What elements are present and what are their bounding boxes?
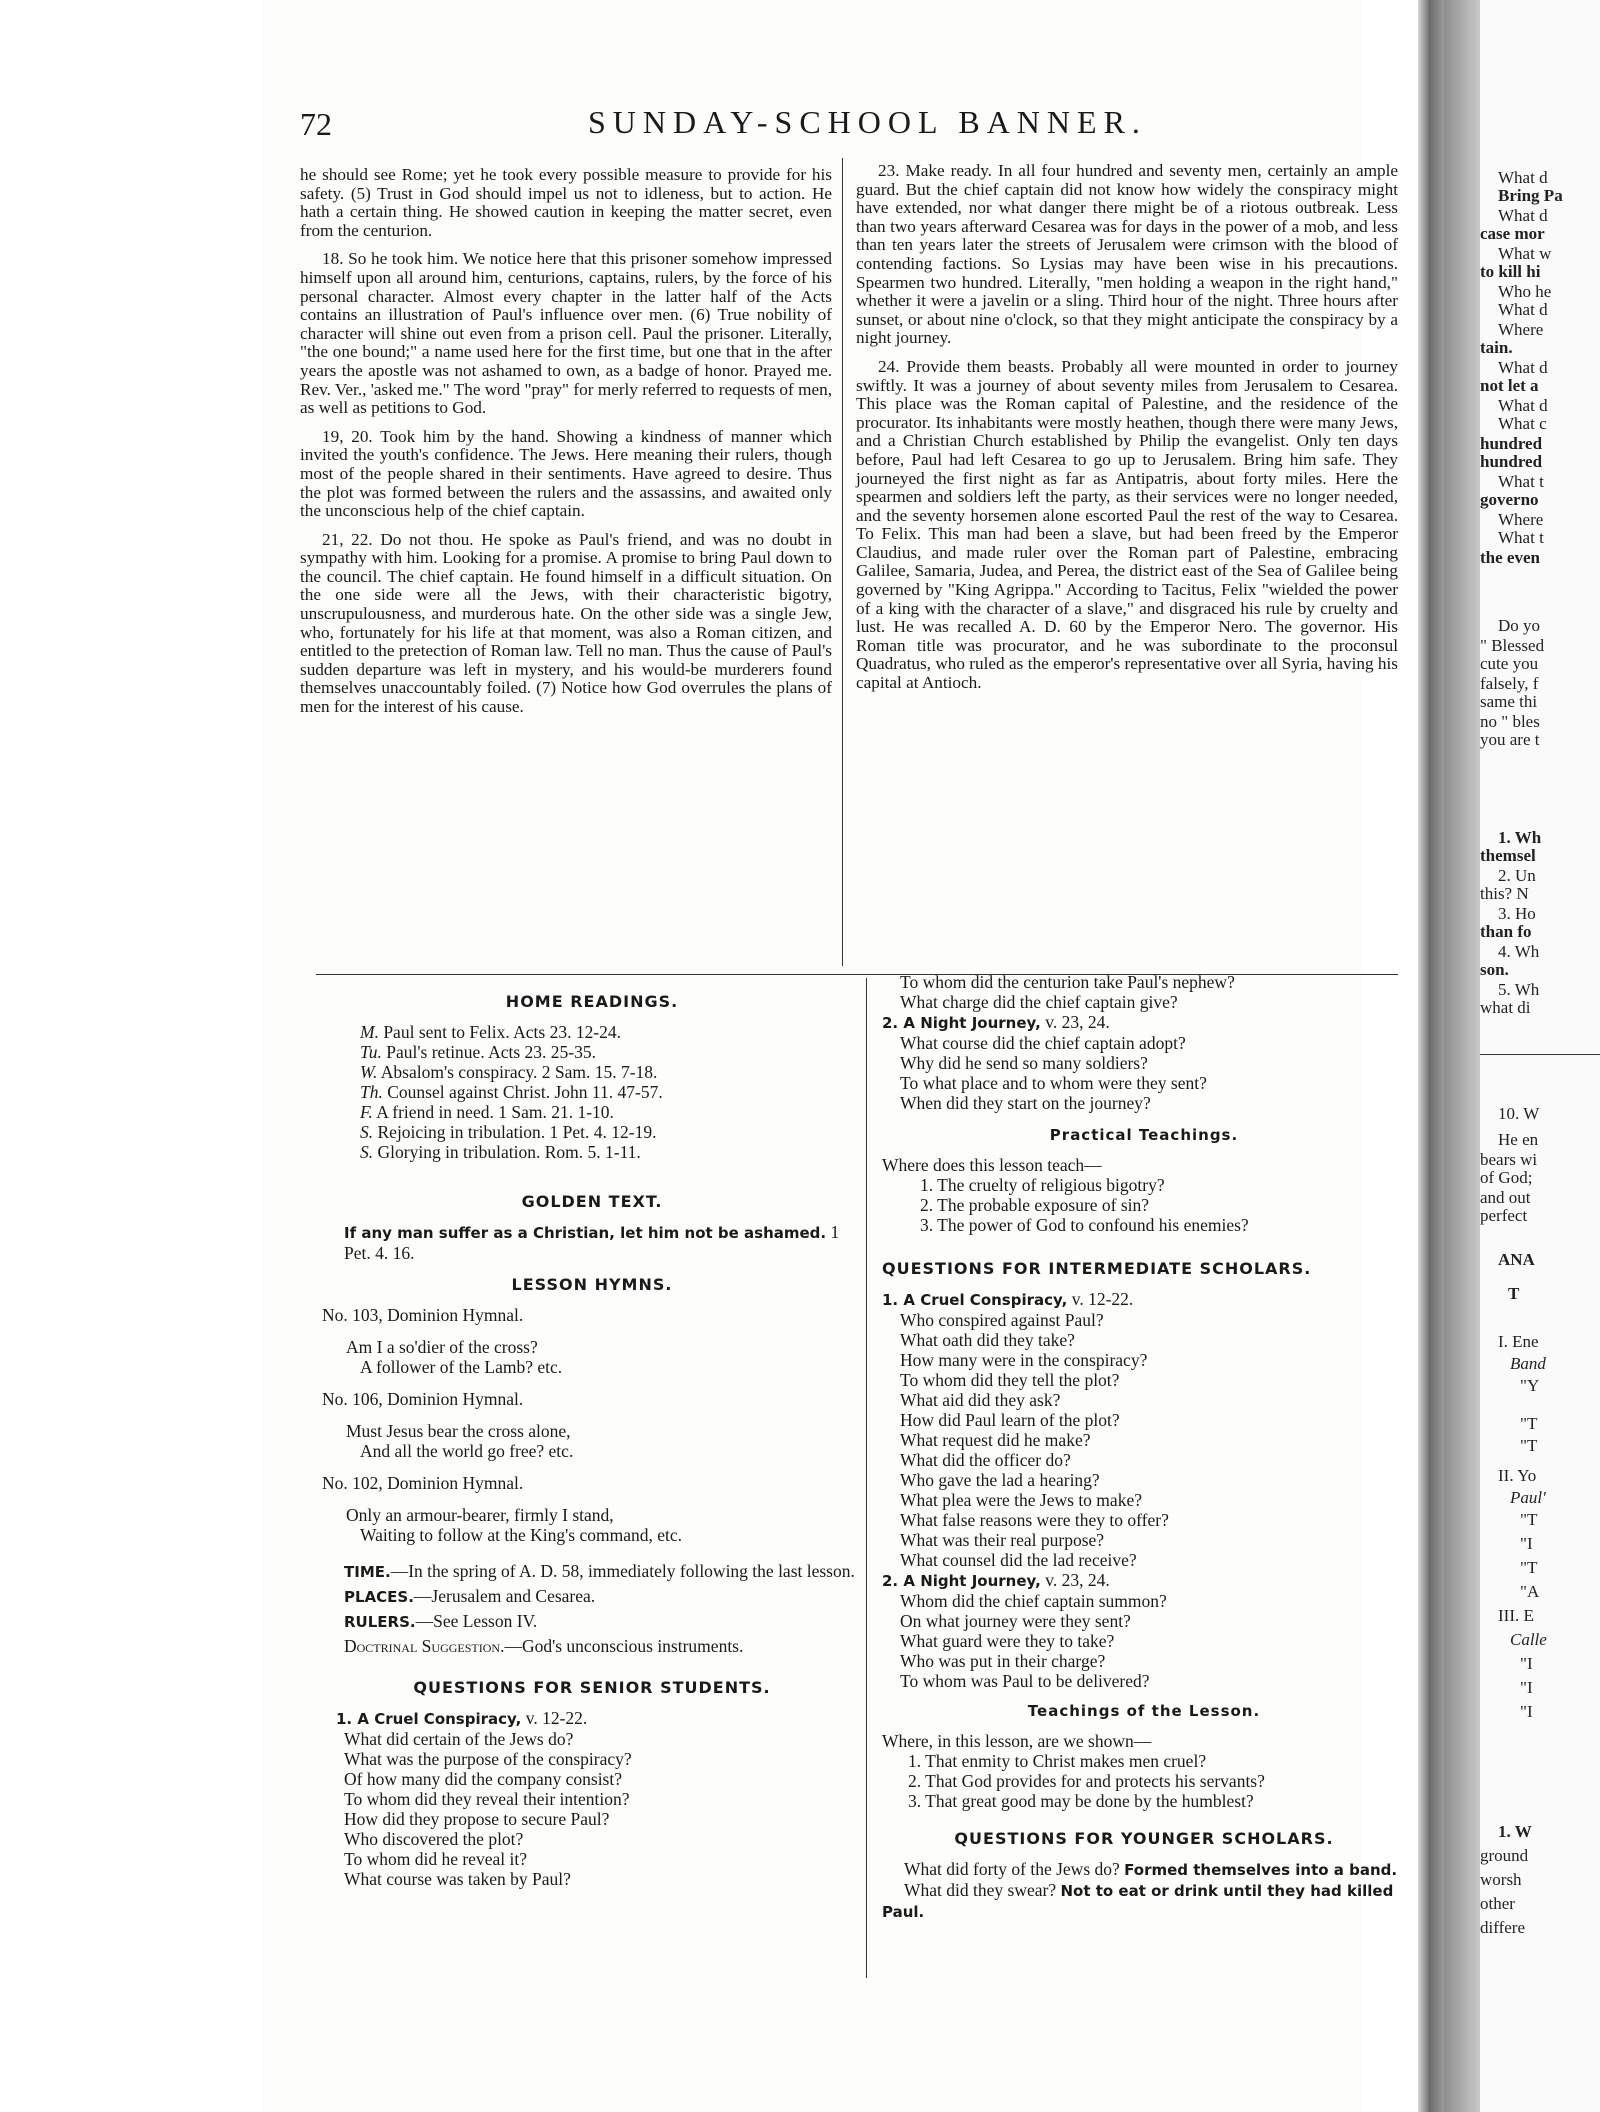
question: What plea were the Jews to make?	[900, 1490, 1142, 1510]
question: How many were in the conspiracy?	[900, 1350, 1148, 1370]
senior-heading: QUESTIONS FOR SENIOR STUDENTS.	[413, 1678, 771, 1697]
younger-heading: QUESTIONS FOR YOUNGER SCHOLARS.	[954, 1829, 1334, 1848]
question: Why did he send so many soldiers?	[900, 1053, 1148, 1073]
question: To whom did they tell the plot?	[900, 1370, 1120, 1390]
list-item: Tu. Paul's retinue. Acts 23. 25-35.	[360, 1042, 597, 1062]
question: What false reasons were they to offer?	[900, 1510, 1169, 1530]
senior-part2-list	[882, 1033, 1406, 1113]
golden-text: If any man suffer as a Christian, let him not be ashamed. 1 Pet. 4. 16.	[344, 1222, 840, 1263]
intermediate-part2-title: 2. A Night Journey, v. 23, 24.	[882, 1570, 1110, 1590]
page-title: SUNDAY-SCHOOL BANNER.	[588, 104, 1147, 140]
hymn: No. 103, Dominion Hymnal. Am I a so'dier of the cross? A follower of the Lamb? etc.	[322, 1305, 563, 1377]
commentary-paragraph: 19, 20. Took him by the hand. Showing a kindness of manner which invited the youth's confidence. The Jews. Here meaning their rulers, though most of the people shared in their sentiments. Have agreed to desire. Thus the plot was formed between the rulers and the assassins, and awaited only the unconscious help of the chief captain.	[300, 426, 832, 521]
commentary-paragraph: 23. Make ready. In all four hundred and seventy men, certainly an ample guard. But the chief captain did not know how widely the conspiracy might have extended, nor what danger there might be of a riotous outbreak. Less than two years afterward Cesarea was for days in the power of a mob, and less than ten years later the streets of Jerusalem were crimson with the blood of contending factions. So Lysias may have been wise in his precautions. Spearmen two hundred. Literally, "men holding a weapon in the right hand," whether it were a javelin or a sling. Third hour of the night. Three hours after sunset, or about nine o'clock, so that they might anticipate the conspiracy by a night journey.	[856, 161, 1398, 348]
question: What was the purpose of the conspiracy?	[344, 1749, 632, 1769]
question: To whom was Paul to be delivered?	[900, 1671, 1150, 1691]
time-note: TIME.—In the spring of A. D. 58, immediately following the last lesson.	[344, 1561, 855, 1581]
question: Who was put in their charge?	[900, 1651, 1106, 1671]
page-header	[300, 96, 1390, 156]
question: When did they start on the journey?	[900, 1093, 1151, 1113]
commentary-paragraph: 21, 22. Do not thou. He spoke as Paul's friend, and was no doubt in sympathy with him. Looking for a promise. A promise to bring Paul down to the council. The chief captain. He found himself in a difficult situation. On the one side were all the Jews, with their characteristic bigotry, unscrupulousness, and murderous hate. On the other side was a single Jew, who, fortunately for his life at that moment, was also a Roman citizen, and entitled to the pretection of Roman law. Tell no man. Thus the cause of Paul's sudden departure was left in mystery, and his would-be murderers found themselves unaccountably foiled. (7) Notice how God overrules the plans of men for the interest of his cause.	[300, 529, 832, 717]
lower-left-column	[322, 986, 862, 1889]
column-divider-lower	[866, 978, 867, 1978]
teachings-list	[882, 1751, 1406, 1811]
list-item: Th. Counsel against Christ. John 11. 47-57.	[360, 1082, 663, 1102]
teachings-heading: Teachings of the Lesson.	[1027, 1702, 1261, 1720]
intermediate-part1-title: 1. A Cruel Conspiracy, v. 12-22.	[882, 1289, 1134, 1309]
question: What request did he make?	[900, 1430, 1091, 1450]
senior-question-list	[322, 1729, 862, 1889]
teachings-intro: Where, in this lesson, are we shown—	[882, 1731, 1152, 1751]
places-note: PLACES.—Jerusalem and Cesarea.	[344, 1586, 596, 1606]
facing-page: What d Bring Pa What d case mor What w to kill hi Who he What d Where tain. What d not let a What d What c hundred hundred What t governo Where What t the even Do yo " Blessed cute you falsely, f same thi no " bles you are t 1. Wh themsel 2. Un this? N 3. Ho than fo 4. Wh son. 5. Wh what di 10. W He en bears wi of God; and out perfect ANA T I. Ene Band "Y "T "T II. Yo Paul' "T "I "T "A III. E Calle "I "I "I 1. W ground worsh other differe	[1480, 0, 1600, 2112]
list-item: M. Paul sent to Felix. Acts 23. 12-24.	[360, 1022, 622, 1042]
facing-rule	[1480, 1054, 1600, 1055]
list-item: 3. That great good may be done by the humblest?	[908, 1791, 1254, 1811]
practical-heading: Practical Teachings.	[1049, 1126, 1239, 1144]
intermediate-heading: QUESTIONS FOR INTERMEDIATE SCHOLARS.	[882, 1259, 1312, 1278]
home-readings-heading: HOME READINGS.	[505, 992, 679, 1011]
question: What counsel did the lad receive?	[900, 1550, 1137, 1570]
senior-question-list-cont	[882, 972, 1406, 1012]
column-divider	[842, 158, 843, 966]
question: To whom did the centurion take Paul's nephew?	[900, 972, 1235, 992]
question: What did certain of the Jews do?	[344, 1729, 574, 1749]
list-item: 2. The probable exposure of sin?	[920, 1195, 1150, 1215]
question: What guard were they to take?	[900, 1631, 1115, 1651]
list-item: W. Absalom's conspiracy. 2 Sam. 15. 7-18.	[360, 1062, 658, 1082]
younger-qa: What did they swear? Not to eat or drink until they had killed Paul.	[882, 1880, 1394, 1921]
question: What course was taken by Paul?	[344, 1869, 571, 1889]
lesson-hymns-heading: LESSON HYMNS.	[511, 1275, 673, 1294]
commentary-paragraph: he should see Rome; yet he took every possible measure to provide for his safety. (5) Trust in God should impel us not to idleness, but to action. He hath a certain thing. He showed caution in keeping the matter secret, even from the centurion.	[300, 165, 832, 240]
rulers-note: RULERS.—See Lesson IV.	[344, 1611, 538, 1631]
question: To whom did he reveal it?	[344, 1849, 527, 1869]
question: To what place and to whom were they sent?	[900, 1073, 1207, 1093]
commentary-paragraph: 18. So he took him. We notice here that this prisoner somehow impressed himself upon all around him, centurions, captains, rulers, by the force of his personal character. Almost every chapter in the latter half of the Acts contains an illustration of Paul's influence over men. (6) True nobility of character will shine out even from a prison cell. Paul the prisoner. Literally, "the one bound;" a name used here for the first time, but one that in the after years the apostle was not ashamed to own, as a badge of honor. Prayed me. Rev. Ver., 'asked me." The word "pray" for merly referred to requests of men, as well as petitions to God.	[300, 249, 832, 418]
list-item: S. Rejoicing in tribulation. 1 Pet. 4. 12-19.	[360, 1122, 657, 1142]
practical-intro: Where does this lesson teach—	[882, 1155, 1102, 1175]
question: Whom did the chief captain summon?	[900, 1591, 1167, 1611]
younger-qa: What did forty of the Jews do? Formed themselves into a band.	[904, 1859, 1398, 1879]
question: Of how many did the company consist?	[344, 1769, 623, 1789]
book-gutter-shadow	[1418, 0, 1444, 2112]
question: To whom did they reveal their intention?	[344, 1789, 630, 1809]
question: How did they propose to secure Paul?	[344, 1809, 610, 1829]
book-gutter	[1444, 0, 1480, 2112]
senior-part2-title: 2. A Night Journey, v. 23, 24.	[882, 1012, 1110, 1032]
question: What charge did the chief captain give?	[900, 992, 1178, 1012]
question: Who conspired against Paul?	[900, 1310, 1104, 1330]
hymn: No. 106, Dominion Hymnal. Must Jesus bear the cross alone, And all the world go free? etc.	[322, 1389, 574, 1461]
page-number: 72	[300, 106, 332, 142]
question: On what journey were they sent?	[900, 1611, 1131, 1631]
question: How did Paul learn of the plot?	[900, 1410, 1120, 1430]
home-readings-list	[322, 1022, 862, 1162]
intermediate-question-list	[882, 1310, 1406, 1570]
doctrinal-note: Doctrinal Suggestion.—God's unconscious instruments.	[344, 1636, 744, 1656]
list-item: 1. The cruelty of religious bigotry?	[920, 1175, 1165, 1195]
commentary-right	[856, 162, 1398, 703]
question: What aid did they ask?	[900, 1390, 1061, 1410]
list-item: 3. The power of God to confound his enemies?	[920, 1215, 1249, 1235]
list-item: 1. That enmity to Christ makes men cruel?	[908, 1751, 1207, 1771]
practical-list	[882, 1175, 1406, 1235]
commentary-left	[300, 166, 832, 727]
question: What oath did they take?	[900, 1330, 1075, 1350]
lower-right-column	[882, 972, 1406, 1922]
question: Who gave the lad a hearing?	[900, 1470, 1100, 1490]
question: Who discovered the plot?	[344, 1829, 524, 1849]
question: What was their real purpose?	[900, 1530, 1105, 1550]
golden-text-heading: GOLDEN TEXT.	[521, 1192, 663, 1211]
question: What did the officer do?	[900, 1450, 1071, 1470]
hymn: No. 102, Dominion Hymnal. Only an armour-bearer, firmly I stand, Waiting to follow at the King's command, etc.	[322, 1473, 683, 1545]
question: What course did the chief captain adopt?	[900, 1033, 1186, 1053]
senior-part1-title: 1. A Cruel Conspiracy, v. 12-22.	[336, 1708, 588, 1728]
list-item: F. A friend in need. 1 Sam. 21. 1-10.	[360, 1102, 614, 1122]
commentary-paragraph: 24. Provide them beasts. Probably all were mounted in order to journey swiftly. It was a journey of about seventy miles from Jerusalem to Cesarea. This place was the Roman capital of Palestine, and the residence of the procurator. Its inhabitants were mostly heathen, though there were many Jews, and a Christian Church established by Philip the evangelist. Only ten days before, Paul had left Cesarea to go up to Jerusalem. Bring him safe. They journeyed the first night as far as Antipatris, about forty miles. Here the spearmen and soldiers left the party, as their services were no longer needed, and the seventy horsemen alone escorted Paul the rest of the way to Cesarea. To Felix. This man had been a slave, but had been freed by the Emperor Claudius, and made ruler over the Roman part of Palestine, embracing Galilee, Samaria, Judea, and Perea, the district east of the Sea of Galilee being governed by "King Agrippa." According to Tacitus, Felix "wielded the power of a king with the character of a slave," and disgraced his rule by cruelty and lust. He was recalled A. D. 60 by the Emperor Nero. The governor. His Roman title was procurator, and he was subordinate to the proconsul Quadratus, who ruled as the emperor's representative over all Syria, having his capital at Antioch.	[856, 356, 1398, 693]
list-item: S. Glorying in tribulation. Rom. 5. 1-11.	[360, 1142, 641, 1162]
intermediate-part2-list	[882, 1591, 1406, 1691]
list-item: 2. That God provides for and protects his servants?	[908, 1771, 1265, 1791]
